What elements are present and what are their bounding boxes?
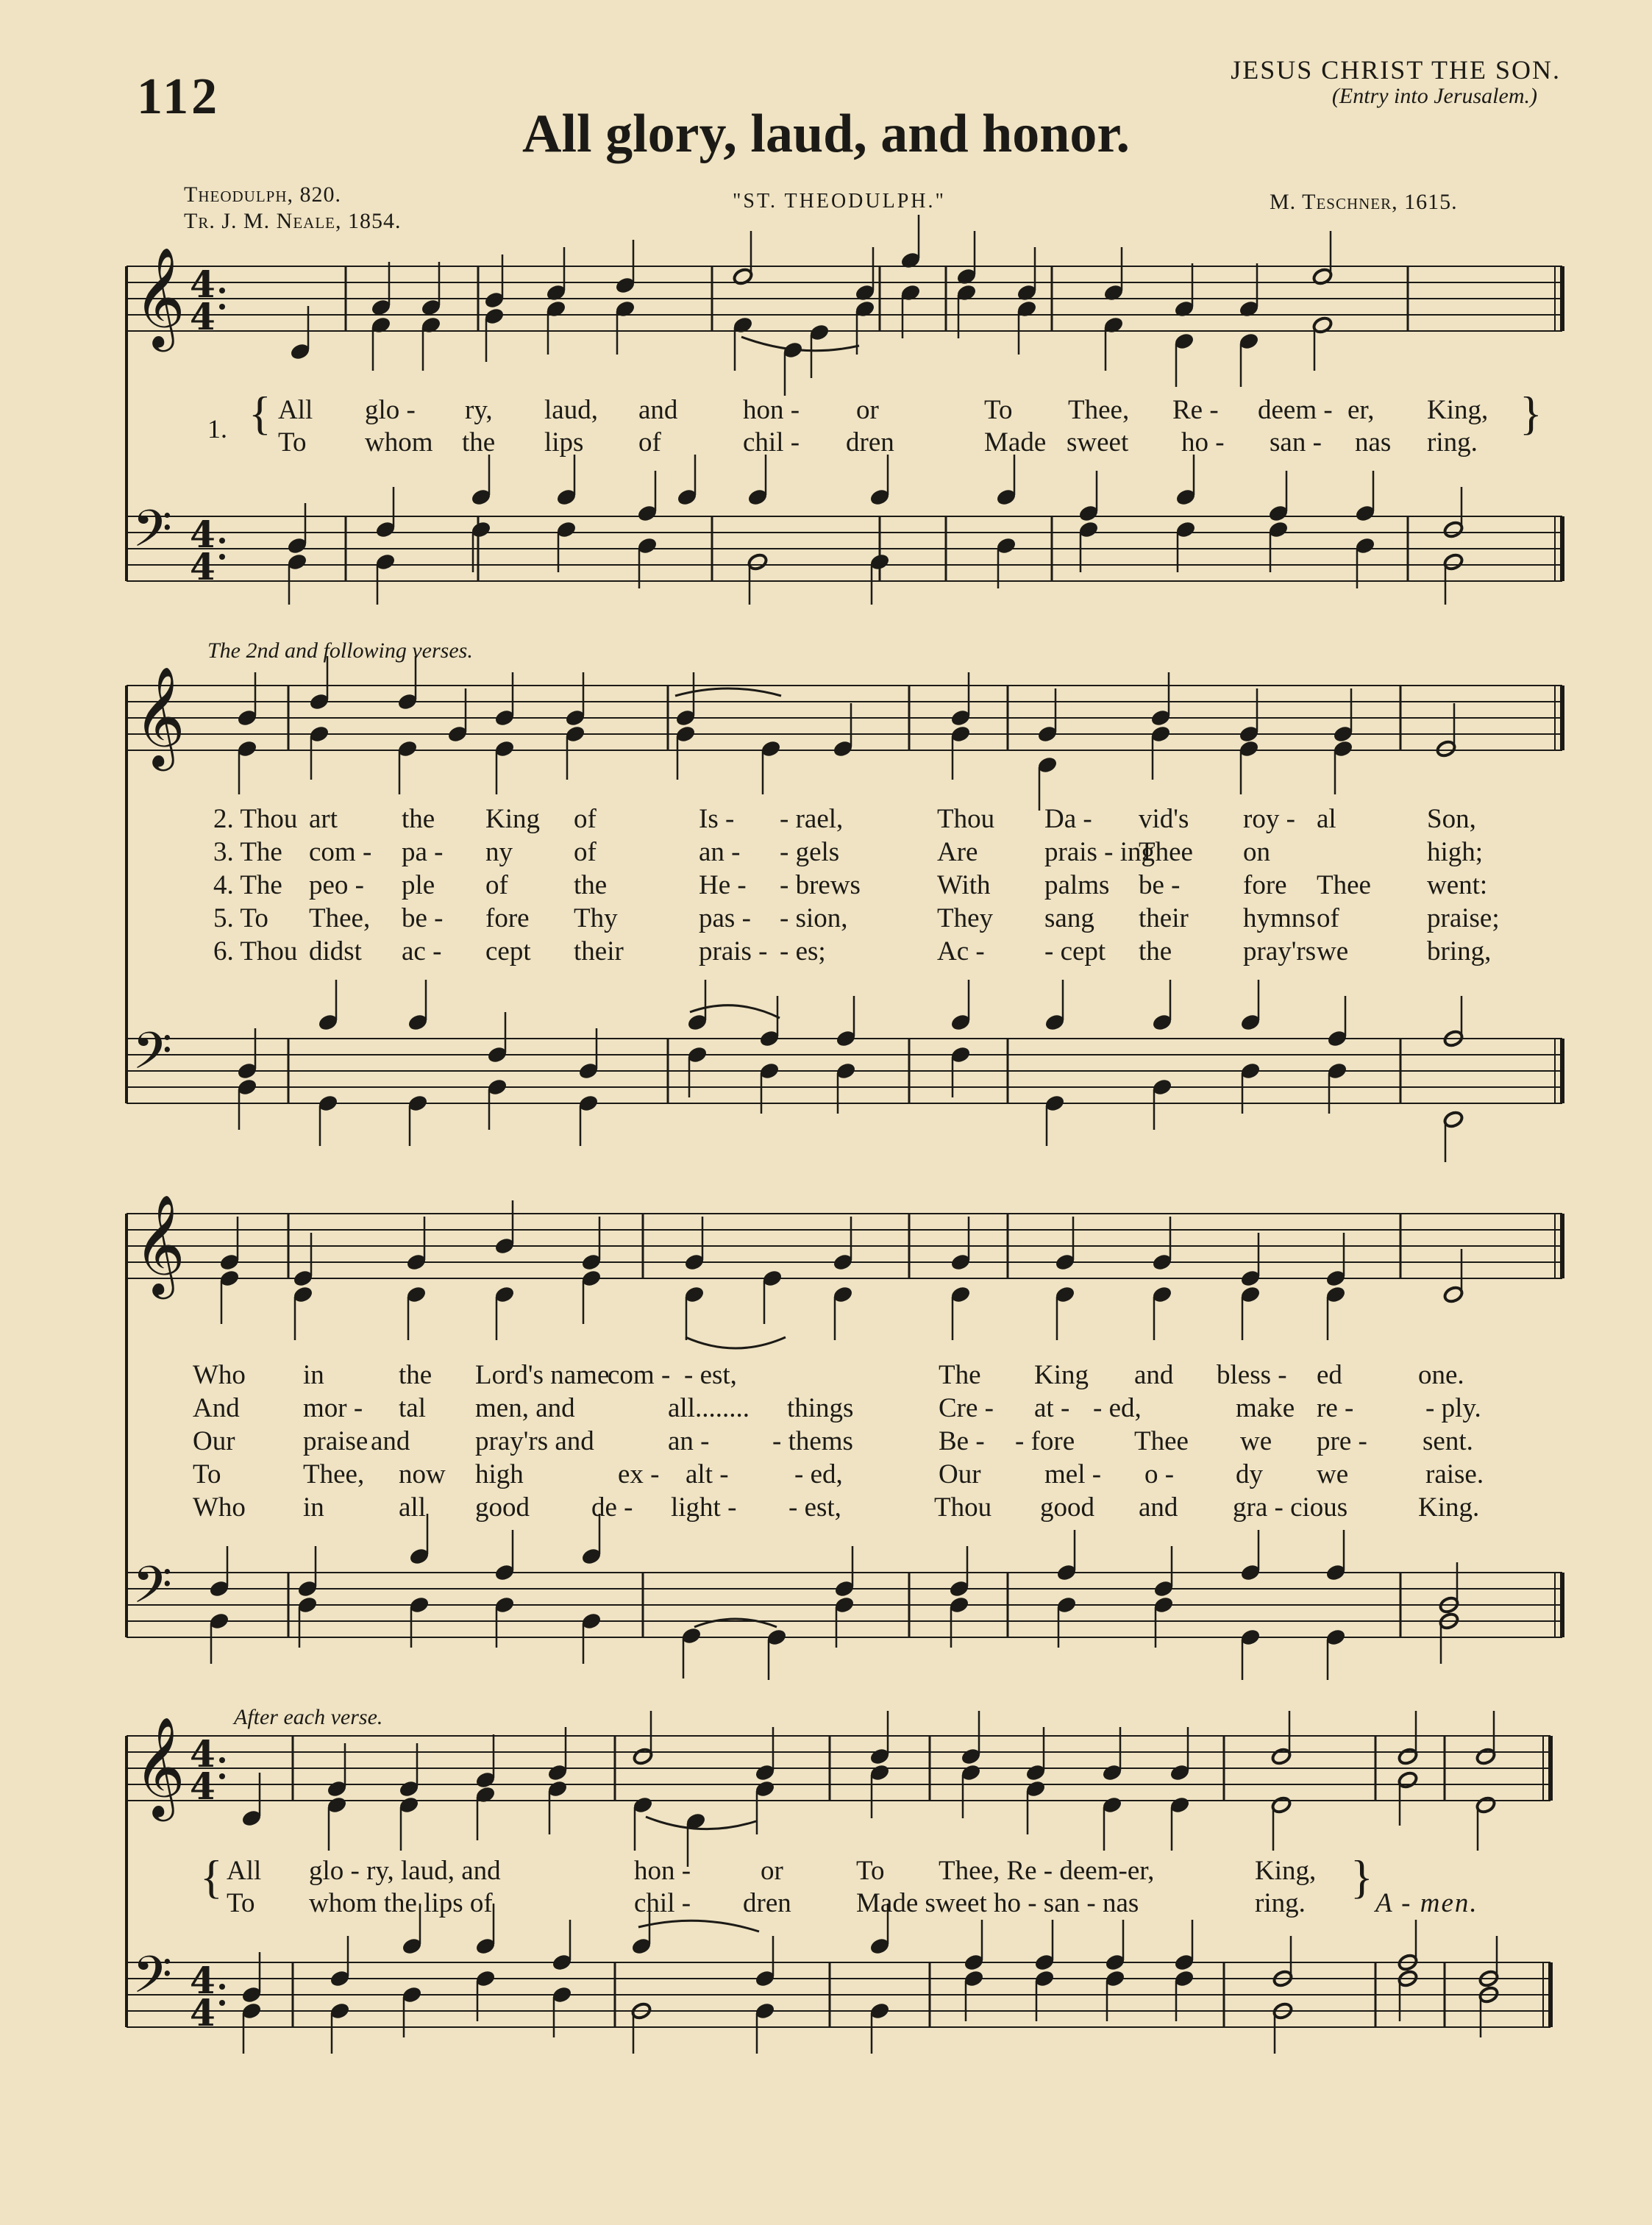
lyric-syllable: chil -	[743, 427, 800, 458]
lyric-syllable: o -	[1144, 1459, 1175, 1489]
lyric-syllable: Made	[984, 427, 1047, 458]
lyric-syllable: Thee, Re - deem-er,	[939, 1856, 1155, 1886]
lyric-syllable: To	[278, 427, 307, 458]
lyric-syllable: King.	[1418, 1492, 1480, 1523]
lyric-syllable: sang	[1044, 903, 1094, 933]
refrain-brace-right: }	[1350, 1851, 1373, 1903]
repeat-dot	[219, 288, 225, 293]
hymn-title: All glory, laud, and honor.	[522, 104, 1130, 164]
lyric-syllable: hon -	[743, 395, 800, 425]
bass-clef: 𝄢	[132, 499, 173, 571]
brace-left: {	[249, 387, 271, 439]
lyric-syllable: an -	[668, 1426, 710, 1456]
lyric-syllable: Who	[193, 1492, 246, 1523]
lyric-syllable: ed	[1317, 1360, 1342, 1390]
lyric-syllable: - est,	[788, 1492, 841, 1523]
lyric-syllable: vid's	[1139, 804, 1189, 834]
lyric-syllable: of	[1317, 903, 1339, 933]
lyric-syllable: san -	[1270, 427, 1322, 458]
slur	[686, 1337, 786, 1348]
lyric-syllable: ple	[402, 870, 435, 900]
lyric-syllable: Thou	[937, 804, 995, 834]
brace-right: }	[1520, 387, 1542, 439]
time-signature-bottom: 4	[190, 295, 216, 338]
translator-credit: Tr. J. M. Neale, 1854.	[184, 209, 402, 233]
lyric-syllable: - fore	[1015, 1426, 1075, 1456]
lyric-syllable: Lord's name	[475, 1360, 610, 1390]
lyric-syllable: we	[1317, 936, 1349, 966]
lyric-syllable: good	[1040, 1492, 1094, 1523]
lyric-syllable: prais -	[699, 936, 768, 966]
lyric-syllable: With	[937, 870, 991, 900]
lyric-syllable: one.	[1418, 1360, 1464, 1390]
lyric-syllable: hymns	[1243, 903, 1316, 933]
time-signature-top: 4	[190, 263, 216, 306]
repeat-dot	[219, 2000, 225, 2006]
lyric-syllable: of	[638, 427, 661, 458]
lyric-syllable: - ed,	[794, 1459, 843, 1489]
lyric-syllable: of	[574, 837, 597, 867]
time-signature-top: 4	[190, 1732, 216, 1776]
lyric-syllable: didst	[309, 936, 362, 966]
lyric-syllable: glo -	[365, 395, 416, 425]
lyric-syllable: high	[475, 1459, 524, 1489]
lyric-syllable: King	[485, 804, 540, 834]
lyric-syllable: ry,	[465, 395, 493, 425]
lyric-syllable: all........	[668, 1393, 750, 1423]
lyric-syllable: praise	[303, 1426, 369, 1456]
lyric-syllable: pray'rs and	[475, 1426, 594, 1456]
direction-after-each-verse: After each verse.	[234, 1705, 383, 1729]
lyric-syllable: high;	[1427, 837, 1484, 867]
amen: A - men.	[1375, 1888, 1478, 1918]
lyric-syllable: And	[193, 1393, 240, 1423]
lyric-syllable: dren	[743, 1888, 791, 1918]
hymn-number: 112	[137, 68, 221, 125]
lyric-syllable: Our	[193, 1426, 235, 1456]
verse-number: 1.	[207, 414, 227, 444]
lyric-syllable: Who	[193, 1360, 246, 1390]
lyric-syllable: - sion,	[780, 903, 848, 933]
lyric-syllable: the	[399, 1360, 432, 1390]
section-subheading: (Entry into Jerusalem.)	[1331, 84, 1537, 108]
lyric-syllable: ny	[485, 837, 513, 867]
repeat-dot	[219, 1984, 225, 1990]
lyric-syllable: - est,	[684, 1360, 737, 1390]
slur	[694, 1619, 777, 1627]
lyric-syllable: 4. The	[213, 870, 282, 900]
lyric-syllable: Son,	[1427, 804, 1476, 834]
time-signature-top: 4	[190, 1959, 216, 2002]
lyric-syllable: They	[937, 903, 994, 933]
lyric-syllable: mel -	[1044, 1459, 1102, 1489]
lyric-syllable: dren	[846, 427, 894, 458]
lyric-syllable: bring,	[1427, 936, 1492, 966]
lyric-syllable: light -	[671, 1492, 737, 1523]
lyric-syllable: - ply.	[1425, 1393, 1481, 1423]
lyric-syllable: cept	[485, 936, 531, 966]
lyric-syllable: - gels	[780, 837, 840, 867]
lyric-syllable: Thee	[1317, 870, 1371, 900]
repeat-dot	[219, 1773, 225, 1779]
lyric-syllable: al	[1317, 804, 1336, 834]
lyric-syllable: deem -	[1258, 395, 1333, 425]
lyric-syllable: pray'rs	[1243, 936, 1317, 966]
slur	[638, 1920, 759, 1932]
author-credit: Theodulph, 820.	[184, 182, 341, 207]
refrain-brace-left: {	[200, 1851, 223, 1903]
lyric-syllable: be -	[402, 903, 444, 933]
lyric-syllable: alt -	[686, 1459, 729, 1489]
lyric-syllable: and	[1139, 1492, 1178, 1523]
treble-clef: 𝄞	[134, 1193, 185, 1295]
time-signature-bottom: 4	[190, 1765, 216, 1808]
lyric-syllable: in	[303, 1492, 324, 1523]
lyric-syllable: and	[638, 395, 678, 425]
lyric-syllable: praise;	[1427, 903, 1500, 933]
lyric-syllable: palms	[1044, 870, 1110, 900]
lyric-syllable: the	[402, 804, 435, 834]
lyric-syllable: now	[399, 1459, 446, 1489]
lyric-syllable: of	[485, 870, 508, 900]
lyric-syllable: went:	[1427, 870, 1488, 900]
lyric-syllable: 3. The	[213, 837, 282, 867]
lyric-syllable: and	[1134, 1360, 1174, 1390]
repeat-dot	[219, 554, 225, 560]
lyric-syllable: sent.	[1423, 1426, 1473, 1456]
lyric-syllable: pre -	[1317, 1426, 1367, 1456]
lyric-syllable: glo - ry, laud, and	[309, 1856, 501, 1886]
tune-name: "ST. THEODULPH."	[733, 190, 946, 213]
lyric-syllable: the	[462, 427, 496, 458]
lyric-syllable: bless -	[1217, 1360, 1287, 1390]
lyric-syllable: - thems	[772, 1426, 853, 1456]
treble-clef: 𝄞	[134, 665, 185, 766]
lyric-syllable: whom	[365, 427, 433, 458]
lyric-syllable: of	[574, 804, 597, 834]
lyric-syllable: the	[574, 870, 608, 900]
lyric-syllable: com -	[608, 1360, 671, 1390]
lyric-syllable: de -	[591, 1492, 633, 1523]
lyric-syllable: Thee,	[309, 903, 371, 933]
lyric-syllable: ring.	[1255, 1888, 1306, 1918]
lyric-syllable: Da -	[1044, 804, 1092, 834]
repeat-dot	[219, 304, 225, 310]
lyric-syllable: 6. Thou	[213, 936, 298, 966]
lyric-syllable: laud,	[544, 395, 598, 425]
lyric-syllable: or	[856, 395, 879, 425]
bass-clef: 𝄢	[132, 1021, 173, 1093]
lyric-syllable: To	[856, 1856, 885, 1886]
lyric-syllable: ho -	[1181, 427, 1225, 458]
lyric-syllable: gra - cious	[1233, 1492, 1348, 1523]
lyric-syllable: mor -	[303, 1393, 363, 1423]
lyric-syllable: raise.	[1425, 1459, 1484, 1489]
lyric-syllable: at -	[1034, 1393, 1070, 1423]
lyric-syllable: good	[475, 1492, 530, 1523]
lyric-syllable: 5. To	[213, 903, 268, 933]
lyric-syllable: roy -	[1243, 804, 1295, 834]
lyric-syllable: All	[227, 1856, 262, 1886]
lyric-syllable: art	[309, 804, 338, 834]
lyric-syllable: - es;	[780, 936, 826, 966]
lyric-syllable: Be -	[939, 1426, 985, 1456]
lyric-syllable: prais - ing	[1044, 837, 1156, 867]
lyric-syllable: fore	[485, 903, 530, 933]
lyric-syllable: Are	[937, 837, 978, 867]
time-signature-bottom: 4	[190, 545, 216, 588]
lyric-syllable: on	[1243, 837, 1270, 867]
time-signature-top: 4	[190, 513, 216, 556]
direction-following-verses: The 2nd and following verses.	[207, 638, 473, 663]
lyric-syllable: com -	[309, 837, 372, 867]
lyric-syllable: lips	[544, 427, 584, 458]
treble-clef: 𝄞	[134, 246, 185, 347]
lyric-syllable: tal	[399, 1393, 426, 1423]
bass-clef: 𝄢	[132, 1555, 173, 1627]
lyric-syllable: King,	[1427, 395, 1489, 425]
treble-clef: 𝄞	[134, 1715, 185, 1817]
lyric-syllable: To	[984, 395, 1013, 425]
lyric-syllable: Ac -	[937, 936, 985, 966]
lyric-syllable: Cre -	[939, 1393, 994, 1423]
lyric-syllable: Is -	[699, 804, 735, 834]
lyric-syllable: Our	[939, 1459, 981, 1489]
section-heading: JESUS CHRIST THE SON.	[1231, 55, 1561, 85]
lyric-syllable: Thee,	[303, 1459, 365, 1489]
lyric-syllable: Made sweet ho - san - nas	[856, 1888, 1139, 1918]
lyric-syllable: Re -	[1172, 395, 1219, 425]
lyric-syllable: dy	[1236, 1459, 1263, 1489]
lyric-syllable: their	[1139, 903, 1189, 933]
lyric-syllable: King,	[1255, 1856, 1317, 1886]
lyric-syllable: 2. Thou	[213, 804, 298, 834]
lyric-syllable: He -	[699, 870, 747, 900]
lyric-syllable: things	[787, 1393, 854, 1423]
lyric-syllable: sweet	[1067, 427, 1129, 458]
lyric-syllable: nas	[1355, 427, 1392, 458]
lyric-syllable: The	[939, 1360, 981, 1390]
lyric-syllable: in	[303, 1360, 324, 1390]
time-signature-bottom: 4	[190, 1991, 216, 2034]
bass-clef: 𝄢	[132, 1945, 173, 2017]
lyric-syllable: hon -	[634, 1856, 691, 1886]
lyric-syllable: er,	[1347, 395, 1375, 425]
lyric-syllable: an -	[699, 837, 741, 867]
lyric-syllable: - brews	[780, 870, 861, 900]
lyric-syllable: To	[227, 1888, 255, 1918]
lyric-syllable: chil -	[634, 1888, 691, 1918]
lyric-syllable: all	[399, 1492, 426, 1523]
lyric-syllable: the	[1139, 936, 1172, 966]
lyric-syllable: ex -	[618, 1459, 660, 1489]
repeat-dot	[219, 1757, 225, 1763]
lyric-syllable: fore	[1243, 870, 1287, 900]
composer-credit: M. Teschner, 1615.	[1270, 190, 1458, 214]
lyric-syllable: re -	[1317, 1393, 1354, 1423]
lyric-syllable: or	[761, 1856, 783, 1886]
lyric-syllable: pas -	[699, 903, 751, 933]
lyric-syllable: To	[193, 1459, 221, 1489]
lyric-syllable: we	[1317, 1459, 1349, 1489]
lyric-syllable: ac -	[402, 936, 442, 966]
slur	[690, 1005, 780, 1018]
repeat-dot	[219, 538, 225, 544]
lyric-syllable: be -	[1139, 870, 1181, 900]
lyric-syllable: Thou	[934, 1492, 992, 1523]
lyric-syllable: King	[1034, 1360, 1089, 1390]
lyric-syllable: - rael,	[780, 804, 844, 834]
lyric-syllable: whom the lips of	[309, 1888, 493, 1918]
lyric-syllable: ring.	[1427, 427, 1478, 458]
lyric-syllable: All	[278, 395, 313, 425]
lyric-syllable: their	[574, 936, 624, 966]
lyric-syllable: Thee	[1139, 837, 1193, 867]
lyric-syllable: - cept	[1044, 936, 1106, 966]
slur	[675, 688, 781, 696]
lyric-syllable: we	[1240, 1426, 1272, 1456]
lyric-syllable: and	[371, 1426, 410, 1456]
lyric-syllable: Thee	[1134, 1426, 1189, 1456]
lyric-syllable: - ed,	[1093, 1393, 1142, 1423]
lyric-syllable: men, and	[475, 1393, 575, 1423]
lyric-syllable: Thee,	[1068, 395, 1130, 425]
lyric-syllable: make	[1236, 1393, 1295, 1423]
lyric-syllable: pa -	[402, 837, 444, 867]
lyric-syllable: Thy	[574, 903, 618, 933]
lyric-syllable: peo -	[309, 870, 364, 900]
